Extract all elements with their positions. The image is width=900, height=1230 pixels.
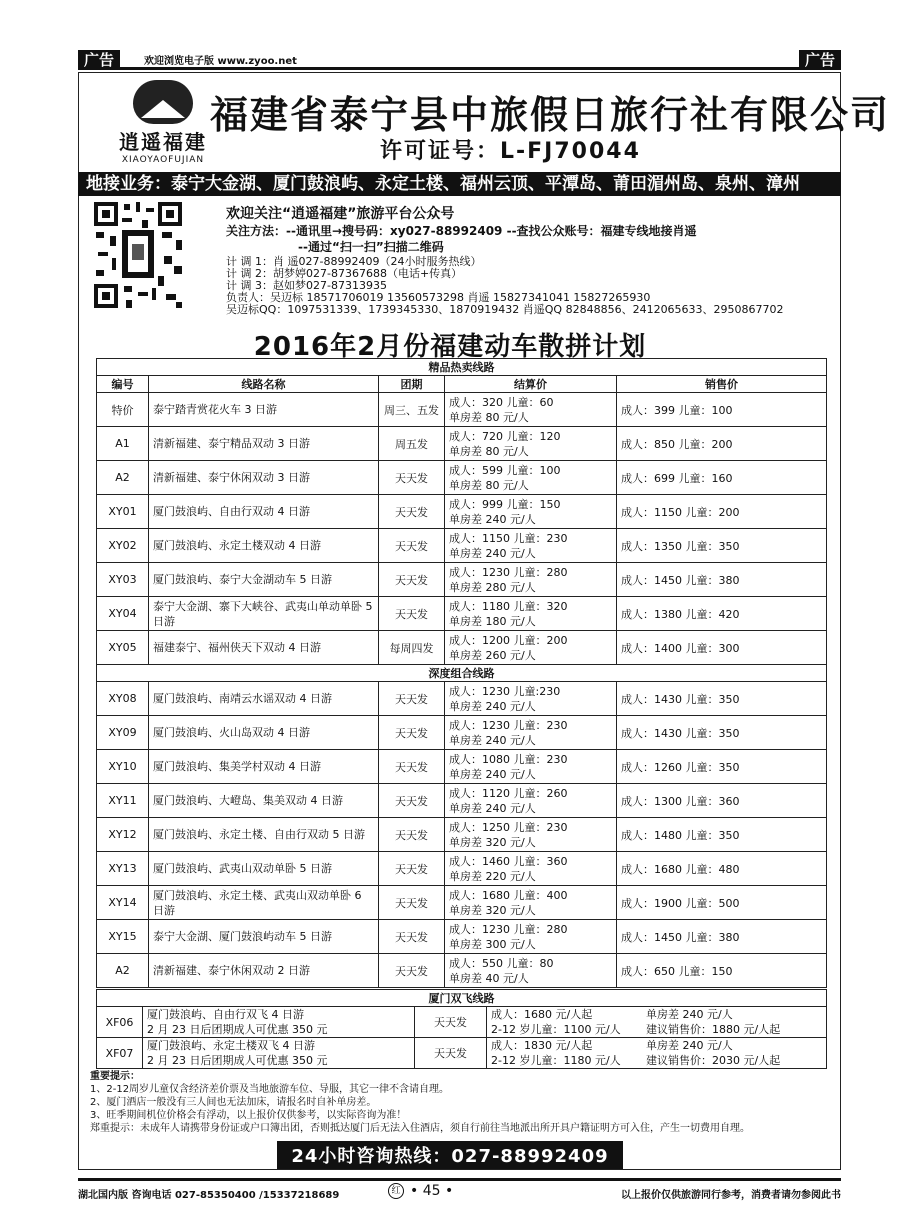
adult-price: 成人：1830 元/人起 xyxy=(491,1039,593,1052)
page-number xyxy=(388,1183,453,1199)
departure-date: 天天发 xyxy=(379,563,445,597)
route-name: 泰宁大金湖、寨下大峡谷、武夷山单动单卧 5 日游 xyxy=(149,597,379,631)
table-row xyxy=(97,563,827,597)
departure-date: 周三、五发 xyxy=(379,393,445,427)
settle-price-line: 成人：1200 儿童：200 xyxy=(449,633,568,647)
settle-price xyxy=(445,818,617,852)
departure-date: 天天发 xyxy=(379,716,445,750)
route-name: 厦门鼓浪屿、永定土楼双动 4 日游 xyxy=(149,529,379,563)
single-room-supplement: 单房差 240 元/人 xyxy=(449,546,536,560)
section-hot-routes-title: 精品热卖线路 xyxy=(97,359,827,376)
license-number: 许可证号：L-FJ70044 xyxy=(380,139,641,164)
route-name: 厦门鼓浪屿、泰宁大金湖动车 5 日游 xyxy=(149,563,379,597)
settle-price xyxy=(445,563,617,597)
column-header: 结算价 xyxy=(445,376,617,393)
ad-label-left: 广告 xyxy=(78,50,120,70)
route-name xyxy=(143,1038,415,1069)
departure-date: 天天发 xyxy=(379,529,445,563)
route-code: A2 xyxy=(97,461,149,495)
route-name: 厦门鼓浪屿、永定土楼、自由行双动 5 日游 xyxy=(149,818,379,852)
table-row xyxy=(97,393,827,427)
settle-price xyxy=(445,954,617,988)
settle-price xyxy=(445,784,617,818)
route-name xyxy=(143,1007,415,1038)
column-header: 团期 xyxy=(379,376,445,393)
single-room-supplement: 单房差 240 元/人 xyxy=(449,699,536,713)
route-code: XY08 xyxy=(97,682,149,716)
single-room-supplement: 单房差 220 元/人 xyxy=(449,869,536,883)
route-code: XY04 xyxy=(97,597,149,631)
route-code: 特价 xyxy=(97,393,149,427)
route-name: 清新福建、泰宁精品双动 3 日游 xyxy=(149,427,379,461)
sale-price: 成人：650 儿童：150 xyxy=(617,954,827,988)
settle-price-line: 成人：1230 儿童：280 xyxy=(449,565,568,579)
logo-en-text: XIAOYAOFUJIAN xyxy=(121,155,205,165)
route-name: 泰宁踏青赏花火车 3 日游 xyxy=(149,393,379,427)
settle-price-line: 成人：599 儿童：100 xyxy=(449,463,561,477)
sale-price: 成人：399 儿童：100 xyxy=(617,393,827,427)
single-room-supplement: 单房差 180 元/人 xyxy=(449,614,536,628)
route-name: 厦门鼓浪屿、火山岛双动 4 日游 xyxy=(149,716,379,750)
table-row xyxy=(97,818,827,852)
sale-price: 成人：1380 儿童：420 xyxy=(617,597,827,631)
scan-method: --通过“扫一扫”扫描二维码 xyxy=(298,240,444,254)
single-room-supplement: 单房差 240 元/人 xyxy=(449,767,536,781)
table-row xyxy=(97,597,827,631)
departure-date: 天天发 xyxy=(415,1007,487,1038)
column-header: 线路名称 xyxy=(149,376,379,393)
section-deep-routes xyxy=(97,665,827,682)
child-price: 2-12 岁儿童：1180 元/人 xyxy=(491,1054,621,1067)
suggested-sale-price: 建议销售价：2030 元/人起 xyxy=(646,1054,781,1067)
route-name: 厦门鼓浪屿、武夷山双动单卧 5 日游 xyxy=(149,852,379,886)
edition-icon: 红 xyxy=(388,1183,404,1199)
table-row xyxy=(97,1007,827,1038)
route-code: XY13 xyxy=(97,852,149,886)
departure-date: 天天发 xyxy=(379,818,445,852)
note-2: 2、厦门酒店一般没有三人间也无法加床，请报名时自补单房差。 xyxy=(90,1097,377,1108)
table-row xyxy=(97,682,827,716)
settle-price-line: 成人：999 儿童：150 xyxy=(449,497,561,511)
table-row xyxy=(97,852,827,886)
single-room-supplement: 单房差 240 元/人 xyxy=(449,512,536,526)
route-name: 福建泰宁、福州侠天下双动 4 日游 xyxy=(149,631,379,665)
sale-price: 成人：1150 儿童：200 xyxy=(617,495,827,529)
sale-price: 成人：1260 儿童：350 xyxy=(617,750,827,784)
departure-date: 天天发 xyxy=(379,495,445,529)
departure-date: 天天发 xyxy=(379,954,445,988)
settle-price xyxy=(445,716,617,750)
single-room-supplement: 单房差 240 元/人 xyxy=(449,733,536,747)
table-row xyxy=(97,750,827,784)
departure-date: 天天发 xyxy=(379,920,445,954)
logo-mountain-icon xyxy=(133,80,193,124)
sale-price: 成人：1400 儿童：300 xyxy=(617,631,827,665)
section-flight-routes xyxy=(97,990,827,1007)
departure-date: 天天发 xyxy=(415,1038,487,1069)
route-code: XY01 xyxy=(97,495,149,529)
table-row xyxy=(97,495,827,529)
single-room-supplement: 单房差 320 元/人 xyxy=(449,903,536,917)
single-room-supplement: 单房差 240 元/人 xyxy=(646,1039,733,1052)
table-row xyxy=(97,461,827,495)
settle-price xyxy=(445,495,617,529)
notes-title: 重要提示： xyxy=(90,1071,140,1082)
sale-price: 成人：1480 儿童：350 xyxy=(617,818,827,852)
single-room-supplement: 单房差 280 元/人 xyxy=(449,580,536,594)
route-name: 厦门鼓浪屿、南靖云水谣双动 4 日游 xyxy=(149,682,379,716)
route-name: 清新福建、泰宁休闲双动 3 日游 xyxy=(149,461,379,495)
sale-price: 成人：1430 儿童：350 xyxy=(617,682,827,716)
route-name-line: 厦门鼓浪屿、自由行双飞 4 日游 xyxy=(147,1008,304,1021)
price-table xyxy=(96,358,827,988)
notes xyxy=(90,1070,835,1135)
table-row xyxy=(97,529,827,563)
table-row xyxy=(97,920,827,954)
qq-line: 吴迈标QQ：1097531339、1739345330、1870919432 肖遥QQ 82848856、2412065633、2950867702 xyxy=(226,303,784,316)
settle-price xyxy=(445,682,617,716)
business-bar: 地接业务：泰宁大金湖、厦门鼓浪屿、永定土楼、福州云顶、平潭岛、莆田湄州岛、泉州、漳州 xyxy=(78,172,841,196)
sale-price: 成人：1450 儿童：380 xyxy=(617,920,827,954)
settle-price xyxy=(445,886,617,920)
route-code: XY09 xyxy=(97,716,149,750)
route-code: XY10 xyxy=(97,750,149,784)
manager-line: 负责人：吴迈标 18571706019 13560573298 肖遥 15827341041 15827265930 xyxy=(226,291,651,304)
route-code: XY14 xyxy=(97,886,149,920)
single-room-supplement: 单房差 260 元/人 xyxy=(449,648,536,662)
settle-price xyxy=(445,852,617,886)
settle-price xyxy=(445,461,617,495)
sale-price: 成人：1350 儿童：350 xyxy=(617,529,827,563)
route-code: XF07 xyxy=(97,1038,143,1069)
follow-method: 关注方法：--通讯里→搜号码：xy027-88992409 --查找公众账号：福建专线地接肖遥 xyxy=(226,224,697,238)
settle-price-line: 成人：1680 儿童：400 xyxy=(449,888,568,902)
settle-price xyxy=(445,393,617,427)
settle-price-line: 成人：1460 儿童：360 xyxy=(449,854,568,868)
column-header: 销售价 xyxy=(617,376,827,393)
follow-title: 欢迎关注“逍遥福建”旅游平台公众号 xyxy=(226,206,455,222)
table-row xyxy=(97,716,827,750)
settle-price-line: 成人：320 儿童：60 xyxy=(449,395,554,409)
route-discount: 2 月 23 日后团期成人可优惠 350 元 xyxy=(147,1054,328,1067)
route-name: 泰宁大金湖、厦门鼓浪屿动车 5 日游 xyxy=(149,920,379,954)
section-flight-routes-title: 厦门双飞线路 xyxy=(97,990,827,1007)
flight-table xyxy=(96,989,827,1069)
table-row xyxy=(97,631,827,665)
planner-1: 计 调 1：肖 遥027-88992409（24小时服务热线） xyxy=(226,255,482,268)
single-room-supplement: 单房差 80 元/人 xyxy=(449,478,529,492)
settle-price-line: 成人：1120 儿童：260 xyxy=(449,786,568,800)
settle-price xyxy=(445,920,617,954)
route-code: XF06 xyxy=(97,1007,143,1038)
plan-title: 2016年2月份福建动车散拼计划 xyxy=(253,332,647,362)
single-room-supplement: 单房差 40 元/人 xyxy=(449,971,529,985)
note-1: 1、2-12周岁儿童仅含经济差价票及当地旅游车位、导服，其它一律不含请自理。 xyxy=(90,1084,450,1095)
departure-date: 天天发 xyxy=(379,886,445,920)
departure-date: 天天发 xyxy=(379,750,445,784)
settle-price xyxy=(445,631,617,665)
departure-date: 天天发 xyxy=(379,597,445,631)
single-room-supplement: 单房差 240 元/人 xyxy=(449,801,536,815)
flight-price-line-2 xyxy=(491,1022,822,1037)
route-code: A1 xyxy=(97,427,149,461)
settle-price-line: 成人：1180 儿童：320 xyxy=(449,599,568,613)
single-room-supplement: 单房差 320 元/人 xyxy=(449,835,536,849)
suggested-sale-price: 建议销售价：1880 元/人起 xyxy=(646,1023,781,1036)
sale-price: 成人：850 儿童：200 xyxy=(617,427,827,461)
settle-price-line: 成人：720 儿童：120 xyxy=(449,429,561,443)
departure-date: 天天发 xyxy=(379,461,445,495)
sale-price: 成人：1900 儿童：500 xyxy=(617,886,827,920)
route-name: 厦门鼓浪屿、自由行双动 4 日游 xyxy=(149,495,379,529)
sale-price: 成人：1450 儿童：380 xyxy=(617,563,827,597)
settle-price-line: 成人：550 儿童：80 xyxy=(449,956,554,970)
note-4: 郑重提示：未成年人请携带身份证或户口簿出团，否则抵达厦门后无法入住酒店，须自行前往当地派出所开具户籍证明方可入住，产生一切费用自理。 xyxy=(90,1123,750,1134)
flight-price-line-1 xyxy=(491,1038,822,1053)
flight-price-line-1 xyxy=(491,1007,822,1022)
hotline-banner xyxy=(0,1141,900,1169)
adult-price: 成人：1680 元/人起 xyxy=(491,1008,593,1021)
sale-price: 成人：699 儿童：160 xyxy=(617,461,827,495)
settle-price xyxy=(445,750,617,784)
child-price: 2-12 岁儿童：1100 元/人 xyxy=(491,1023,621,1036)
settle-price-line: 成人：1230 儿童:230 xyxy=(449,684,561,698)
company-name: 福建省泰宁县中旅假日旅行社有限公司 xyxy=(210,92,891,137)
single-room-supplement: 单房差 240 元/人 xyxy=(646,1008,733,1021)
planner-3: 计 调 3：赵如梦027-87313935 xyxy=(226,279,387,292)
settle-price-line: 成人：1230 儿童：230 xyxy=(449,718,568,732)
route-name: 清新福建、泰宁休闲双动 2 日游 xyxy=(149,954,379,988)
single-room-supplement: 单房差 80 元/人 xyxy=(449,410,529,424)
flight-price-line-2 xyxy=(491,1053,822,1068)
table-row xyxy=(97,954,827,988)
route-discount: 2 月 23 日后团期成人可优惠 350 元 xyxy=(147,1023,328,1036)
settle-price xyxy=(445,597,617,631)
single-room-supplement: 单房差 300 元/人 xyxy=(449,937,536,951)
note-3: 3、旺季期间机位价格会有浮动，以上报价仅供参考，以实际咨询为准！ xyxy=(90,1110,407,1121)
route-name: 厦门鼓浪屿、永定土楼、武夷山双动单卧 6 日游 xyxy=(149,886,379,920)
flight-price xyxy=(487,1038,827,1069)
route-code: XY11 xyxy=(97,784,149,818)
settle-price-line: 成人：1230 儿童：280 xyxy=(449,922,568,936)
ad-label-right: 广告 xyxy=(799,50,841,70)
settle-price xyxy=(445,529,617,563)
flight-price xyxy=(487,1007,827,1038)
footer xyxy=(78,1178,841,1200)
departure-date: 天天发 xyxy=(379,682,445,716)
top-bar xyxy=(78,50,841,70)
route-code: XY02 xyxy=(97,529,149,563)
settle-price xyxy=(445,427,617,461)
footer-right: 以上报价仅供旅游同行参考，消费者请勿参阅此书 xyxy=(621,1190,841,1201)
planner-2: 计 调 2：胡梦婷027-87367688（电话+传真） xyxy=(226,267,463,280)
departure-date: 周五发 xyxy=(379,427,445,461)
route-name-line: 厦门鼓浪屿、永定土楼双飞 4 日游 xyxy=(147,1039,315,1052)
hotline-text: 24小时咨询热线：027-88992409 xyxy=(277,1141,622,1169)
table-row xyxy=(97,427,827,461)
settle-price-line: 成人：1250 儿童：230 xyxy=(449,820,568,834)
departure-date: 每周四发 xyxy=(379,631,445,665)
departure-date: 天天发 xyxy=(379,784,445,818)
route-code: XY03 xyxy=(97,563,149,597)
table-row xyxy=(97,784,827,818)
table-header xyxy=(97,376,827,393)
single-room-supplement: 单房差 80 元/人 xyxy=(449,444,529,458)
departure-date: 天天发 xyxy=(379,852,445,886)
section-hot-routes xyxy=(97,359,827,376)
logo-cn-text: 逍遥福建 xyxy=(119,130,207,154)
table-row xyxy=(97,886,827,920)
column-header: 编号 xyxy=(97,376,149,393)
sale-price: 成人：1300 儿童：360 xyxy=(617,784,827,818)
section-deep-routes-title: 深度组合线路 xyxy=(97,665,827,682)
logo xyxy=(108,78,218,168)
route-name: 厦门鼓浪屿、大嶝岛、集美双动 4 日游 xyxy=(149,784,379,818)
sale-price: 成人：1680 儿童：480 xyxy=(617,852,827,886)
route-code: XY15 xyxy=(97,920,149,954)
site-text: 欢迎浏览电子版 www.zyoo.net xyxy=(144,56,297,67)
sale-price: 成人：1430 儿童：350 xyxy=(617,716,827,750)
route-code: A2 xyxy=(97,954,149,988)
qr-code-icon xyxy=(92,200,184,310)
footer-left: 湖北国内版 咨询电话 027-85350400 /15337218689 xyxy=(78,1190,340,1201)
settle-price-line: 成人：1080 儿童：230 xyxy=(449,752,568,766)
page-number-text: • 45 • xyxy=(410,1183,454,1199)
route-code: XY12 xyxy=(97,818,149,852)
route-code: XY05 xyxy=(97,631,149,665)
settle-price-line: 成人：1150 儿童：230 xyxy=(449,531,568,545)
table-row xyxy=(97,1038,827,1069)
route-name: 厦门鼓浪屿、集美学村双动 4 日游 xyxy=(149,750,379,784)
